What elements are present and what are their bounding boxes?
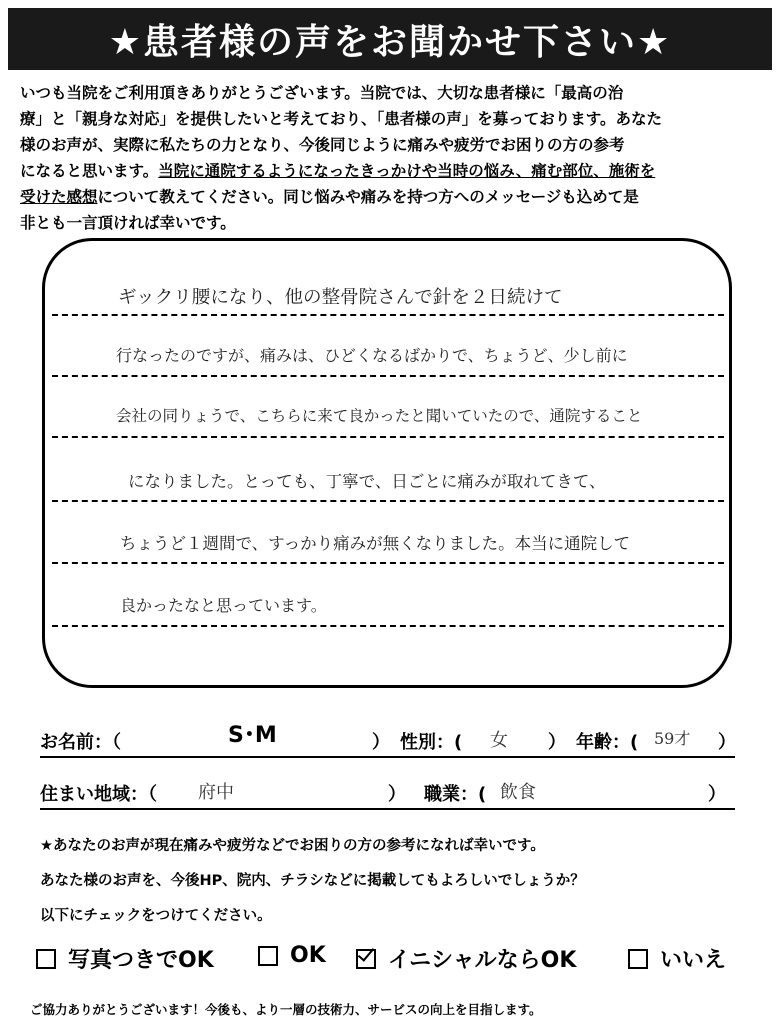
testimonial-line: になりました。とっても、丁寧で、日ごとに痛みが取れてきて、 <box>128 472 606 491</box>
name-label: お名前：（ <box>40 732 121 753</box>
name-value[interactable]: S･M <box>228 723 277 748</box>
writing-line <box>52 562 724 564</box>
gender-label: 性別：( <box>400 732 463 753</box>
page-title: ★患者様の声をお聞かせ下さい★ <box>8 8 772 70</box>
checkbox-icon[interactable] <box>628 949 648 969</box>
writing-line <box>52 625 724 627</box>
intro-text: いつも当院をご利用頂きありがとうございます。当院では、大切な患者様に「最高の治 療」と「親身な対応」を提供したいと考えており、「患者様の声」を募っております。あなた 様のお声が、実際に私たちの力となり、今後同じように痛みや疲労でお困りの方の参考 になると思います。当院に通院するようになったきっかけや当時の悩み、痛む部位、施術を 受けた感想について教えてください。同じ悩みや痛みを持つ方へのメッセージも込めて是 非とも一言頂ければ幸いです。 <box>20 84 663 232</box>
option-ok[interactable]: OK <box>258 943 326 968</box>
job-value[interactable]: 飲食 <box>500 782 536 803</box>
job-label: 職業：( <box>424 784 487 805</box>
area-value[interactable]: 府中 <box>198 782 234 803</box>
writing-line <box>52 500 724 502</box>
consent-instruction: 以下にチェックをつけてください。 <box>40 908 272 924</box>
writing-line <box>52 375 724 377</box>
form-underline <box>40 808 735 810</box>
checkbox-checked-icon[interactable] <box>356 949 376 969</box>
name-close: ） <box>372 732 390 753</box>
testimonial-line: 行なったのですが、痛みは、ひどくなるばかりで、ちょうど、少し前に <box>116 346 628 365</box>
footer-text: ご協力ありがとうございます！今後も、より一層の技術力、サービスの向上を目指します。 <box>30 1002 542 1017</box>
option-photo-ok[interactable]: 写真つきでOK <box>36 943 214 974</box>
checkbox-icon[interactable] <box>258 946 278 966</box>
gender-close: ） <box>548 732 566 753</box>
checkbox-icon[interactable] <box>36 949 56 969</box>
testimonial-line: ギックリ腰になり、他の整骨院さんで針を２日続けて <box>118 287 563 308</box>
gender-value[interactable]: 女 <box>490 730 508 751</box>
job-close: ） <box>708 784 726 805</box>
option-initials-ok[interactable]: イニシャルならOK <box>356 943 576 974</box>
testimonial-line: ちょうど１週間で、すっかり痛みが無くなりました。本当に通院して <box>120 534 631 553</box>
area-label: 住まい地域：（ <box>40 784 157 805</box>
option-no[interactable]: いいえ <box>628 943 726 974</box>
consent-note: ★あなたのお声が現在痛みや疲労などでお困りの方の参考になれば幸いです。 <box>40 838 545 854</box>
writing-line <box>52 314 724 316</box>
form-underline <box>40 756 735 758</box>
age-label: 年齢：( <box>576 732 639 753</box>
writing-line <box>52 436 724 438</box>
testimonial-line: 良かったなと思っています。 <box>120 596 327 615</box>
age-value[interactable]: 59才 <box>654 729 691 748</box>
testimonial-line: 会社の同りょうで、こちらに来て良かったと聞いていたので、通院すること <box>116 407 643 425</box>
age-close: ） <box>718 732 736 753</box>
area-close: ） <box>388 784 406 805</box>
consent-question: あなた様のお声を、今後HP、院内、チラシなどに掲載してもよろしいでしょうか？ <box>40 873 585 889</box>
